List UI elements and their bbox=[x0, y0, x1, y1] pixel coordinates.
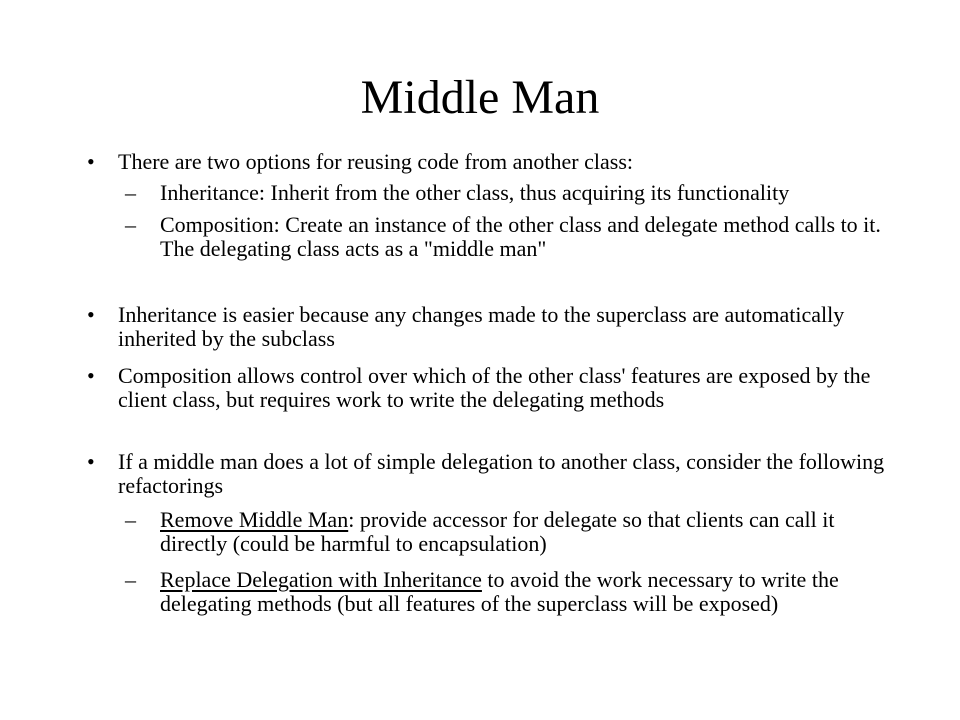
dash-marker: – bbox=[125, 567, 136, 592]
sub-bullet-composition bbox=[125, 212, 888, 261]
dash-marker: – bbox=[125, 180, 136, 205]
bullet-item-composition-control bbox=[87, 363, 888, 412]
bullet-text: If a middle man does a lot of simple delegation to another class, consider the following refactorings bbox=[118, 449, 885, 498]
refactoring-link-remove-middle-man[interactable]: Remove Middle Man bbox=[160, 507, 349, 532]
bullet-text: There are two options for reusing code from another class: bbox=[118, 149, 633, 174]
bullet-text: Inheritance is easier because any changes made to the superclass are automatically inherited by the subclass bbox=[118, 302, 845, 351]
bullet-item-inheritance-easier bbox=[87, 302, 888, 351]
refactoring-link-replace-delegation[interactable]: Replace Delegation with Inheritance bbox=[160, 567, 482, 592]
sub-bullet-text: Composition: Create an instance of the other class and delegate method calls to it. The delegating class acts as a "middle man" bbox=[160, 212, 881, 261]
sub-bullet-remove-middle-man bbox=[125, 507, 888, 556]
sub-bullet-text: Inheritance: Inherit from the other class, thus acquiring its functionality bbox=[160, 180, 790, 205]
bullet-item-reuse-options bbox=[87, 149, 888, 174]
bullet-marker: • bbox=[87, 363, 95, 388]
dash-marker: – bbox=[125, 212, 136, 237]
sub-bullet-text: : provide accessor for delegate so that clients can call it directly (could be harmful to encapsulation) bbox=[160, 507, 835, 556]
sub-bullet-replace-delegation bbox=[125, 567, 888, 616]
dash-marker: – bbox=[125, 507, 136, 532]
bullet-marker: • bbox=[87, 302, 95, 327]
bullet-marker: • bbox=[87, 449, 95, 474]
bullet-text: Composition allows control over which of the other class' features are exposed by the client class, but requires work to write the delegating methods bbox=[118, 363, 871, 412]
bullet-item-refactorings bbox=[87, 449, 888, 498]
bullet-marker: • bbox=[87, 149, 95, 174]
sub-bullet-inheritance bbox=[125, 180, 888, 205]
slide-title: Middle Man bbox=[360, 71, 600, 124]
sub-bullet-text: to avoid the work necessary to write the delegating methods (but all features of the superclass will be exposed) bbox=[160, 567, 839, 616]
